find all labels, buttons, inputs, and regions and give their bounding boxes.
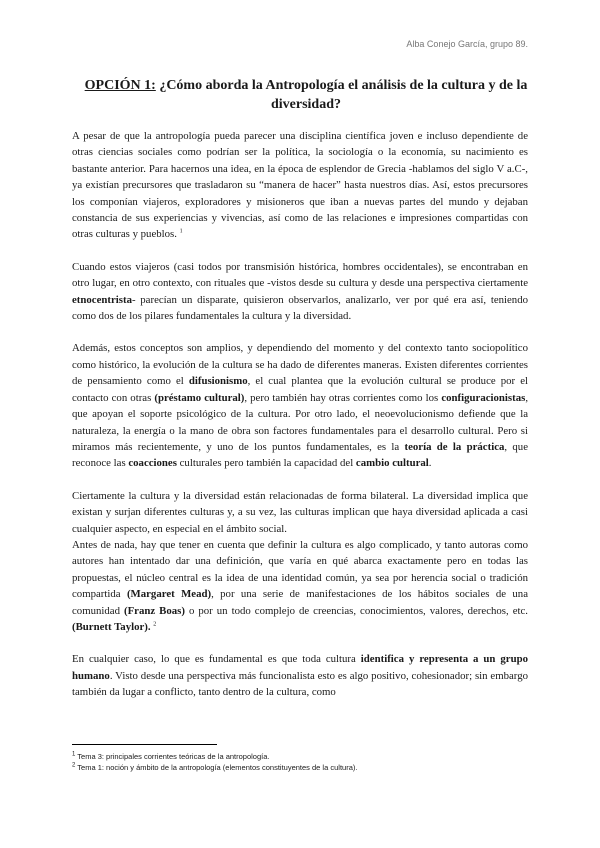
footnote-number: 2 bbox=[72, 762, 76, 769]
title-question: ¿Cómo aborda la Antropología el análisis de la cultura y de la diversidad? bbox=[155, 78, 528, 112]
paragraph-text: . bbox=[428, 457, 432, 470]
paragraph-text: o por un todo complejo de creencias, conocimientos, valores, derechos, etc. bbox=[184, 604, 528, 617]
paragraph-text: . Visto desde una perspectiva más funcionalista esto es algo positivo, cohesionador; sin embargo también da lugar a conflicto, tanto dentro de la cultura, como bbox=[72, 669, 528, 699]
bold-term: etnocentrista bbox=[72, 293, 132, 306]
bold-term: coacciones bbox=[128, 457, 177, 470]
bold-term: difusionismo bbox=[188, 375, 248, 388]
title-option: OPCIÓN 1: bbox=[84, 78, 156, 93]
footnote-text: Tema 1: noción y ámbito de la antropología (elementos constituyentes de la cultura). bbox=[75, 763, 358, 772]
page-title bbox=[72, 76, 540, 114]
paragraph-text: Antes de nada, hay que tener en cuenta que definir la cultura es algo complicado, y tanto autoras como autores han intentado dar una definición, que varía en qué abarca exactamente pero en todas las propuestas, el núcleo central es la idea de una identidad común, ya sea por herencia social o tradición compartida bbox=[72, 538, 528, 601]
paragraph-3 bbox=[72, 340, 528, 471]
paragraph-text: culturales pero también la capacidad del bbox=[176, 457, 356, 470]
paragraph-text: , el cual plantea que la evolución cultural se produce por el contacto con otras bbox=[72, 375, 528, 404]
paragraph-text: A pesar de que la antropología pueda parecer una disciplina científica joven e incluso dependiente de otras ciencias sociales como podrían ser la política, la sociología o la economía, su nacimiento es bastante anterior. Para hacernos una idea, en la época de esplendor de Grecia -hablamos del siglo V a.C-, ya existían precursores que trasladaron su “manera de hacer” hasta nuestros días. Así, estos precursores los componían viajeros, exploradores y misioneros que iban a nuevas partes del mundo y dejaban constancia de sus experiencias y vivencias, así como de las relaciones e impresiones compartidas con otras culturas y pueblos. bbox=[72, 130, 528, 241]
paragraph-2 bbox=[72, 259, 528, 325]
bold-term: cambio cultural bbox=[355, 457, 429, 470]
paragraph-text: Ciertamente la cultura y la diversidad están relacionadas de forma bilateral. La diversidad implica que existan y surjan diferentes culturas y, a su vez, las culturas implican que haya diversidad aplicada a casi cualquier aspecto, en especial en el ámbito social. bbox=[72, 489, 528, 535]
paragraph-text: En cualquier caso, lo que es fundamental es que toda cultura bbox=[72, 653, 361, 666]
footnote-divider bbox=[72, 744, 217, 745]
bold-term: teoría de la práctica bbox=[404, 440, 505, 453]
paragraph-text: - parecían un disparate, quisieron observarlos, analizarlo, ver por qué era así, teniendo como dos de los pilares fundamentales la cultura y la diversidad. bbox=[72, 293, 528, 323]
footnote-number: 1 bbox=[72, 751, 76, 758]
page-header: Alba Conejo García, grupo 89. bbox=[406, 39, 528, 49]
bold-term: (préstamo cultural) bbox=[154, 391, 245, 404]
paragraph-4 bbox=[72, 488, 528, 537]
footnote-text: Tema 3: principales corrientes teóricas de la antropología. bbox=[75, 752, 270, 761]
footnote-ref: 2 bbox=[153, 621, 157, 628]
paragraph-6 bbox=[72, 651, 528, 700]
paragraph-text: , pero también hay otras corrientes como los bbox=[244, 391, 442, 404]
bold-term: identifica y representa a un grupo humano bbox=[72, 653, 529, 682]
paragraph-text: , por una serie de manifestaciones de los hábitos sociales de una comunidad bbox=[72, 588, 528, 617]
paragraph-text: , que reconoce las bbox=[72, 440, 528, 470]
footnote-2 bbox=[72, 762, 528, 773]
paragraph-5 bbox=[72, 537, 528, 635]
bold-term: (Burnett Taylor). bbox=[72, 620, 151, 633]
bold-term: configuracionistas bbox=[441, 391, 526, 404]
document-body bbox=[72, 128, 528, 701]
footnote-ref: 1 bbox=[179, 228, 183, 235]
footnotes bbox=[72, 744, 528, 773]
bold-term: (Margaret Mead) bbox=[126, 588, 212, 601]
paragraph-text: Además, estos conceptos son amplios, y dependiendo del momento y del contexto tanto sociopolítico como histórico, la evolución de la cultura se ha dado de diferentes maneras. Existen diferentes corrientes de pensamiento como el bbox=[72, 342, 528, 388]
paragraph-text: Cuando estos viajeros (casi todos por transmisión histórica, hombres occidentales), se encontraban en otro lugar, en otro contexto, con rituales que -vistos desde su cultura y desde una perspectiva ciertamente bbox=[72, 260, 528, 290]
footnote-1 bbox=[72, 751, 528, 762]
bold-term: (Franz Boas) bbox=[123, 604, 185, 617]
paragraph-text: , que apoyan el soporte psicológico de la cultura. Por otro lado, el neoevolucionismo defiende que la naturaleza, la energía o la mano de obra son factores fundamentales para el desarrollo cultural. Pero si miramos más recientemente, y uno de los puntos fundamentales, es la bbox=[72, 391, 529, 453]
paragraph-1 bbox=[72, 128, 528, 243]
